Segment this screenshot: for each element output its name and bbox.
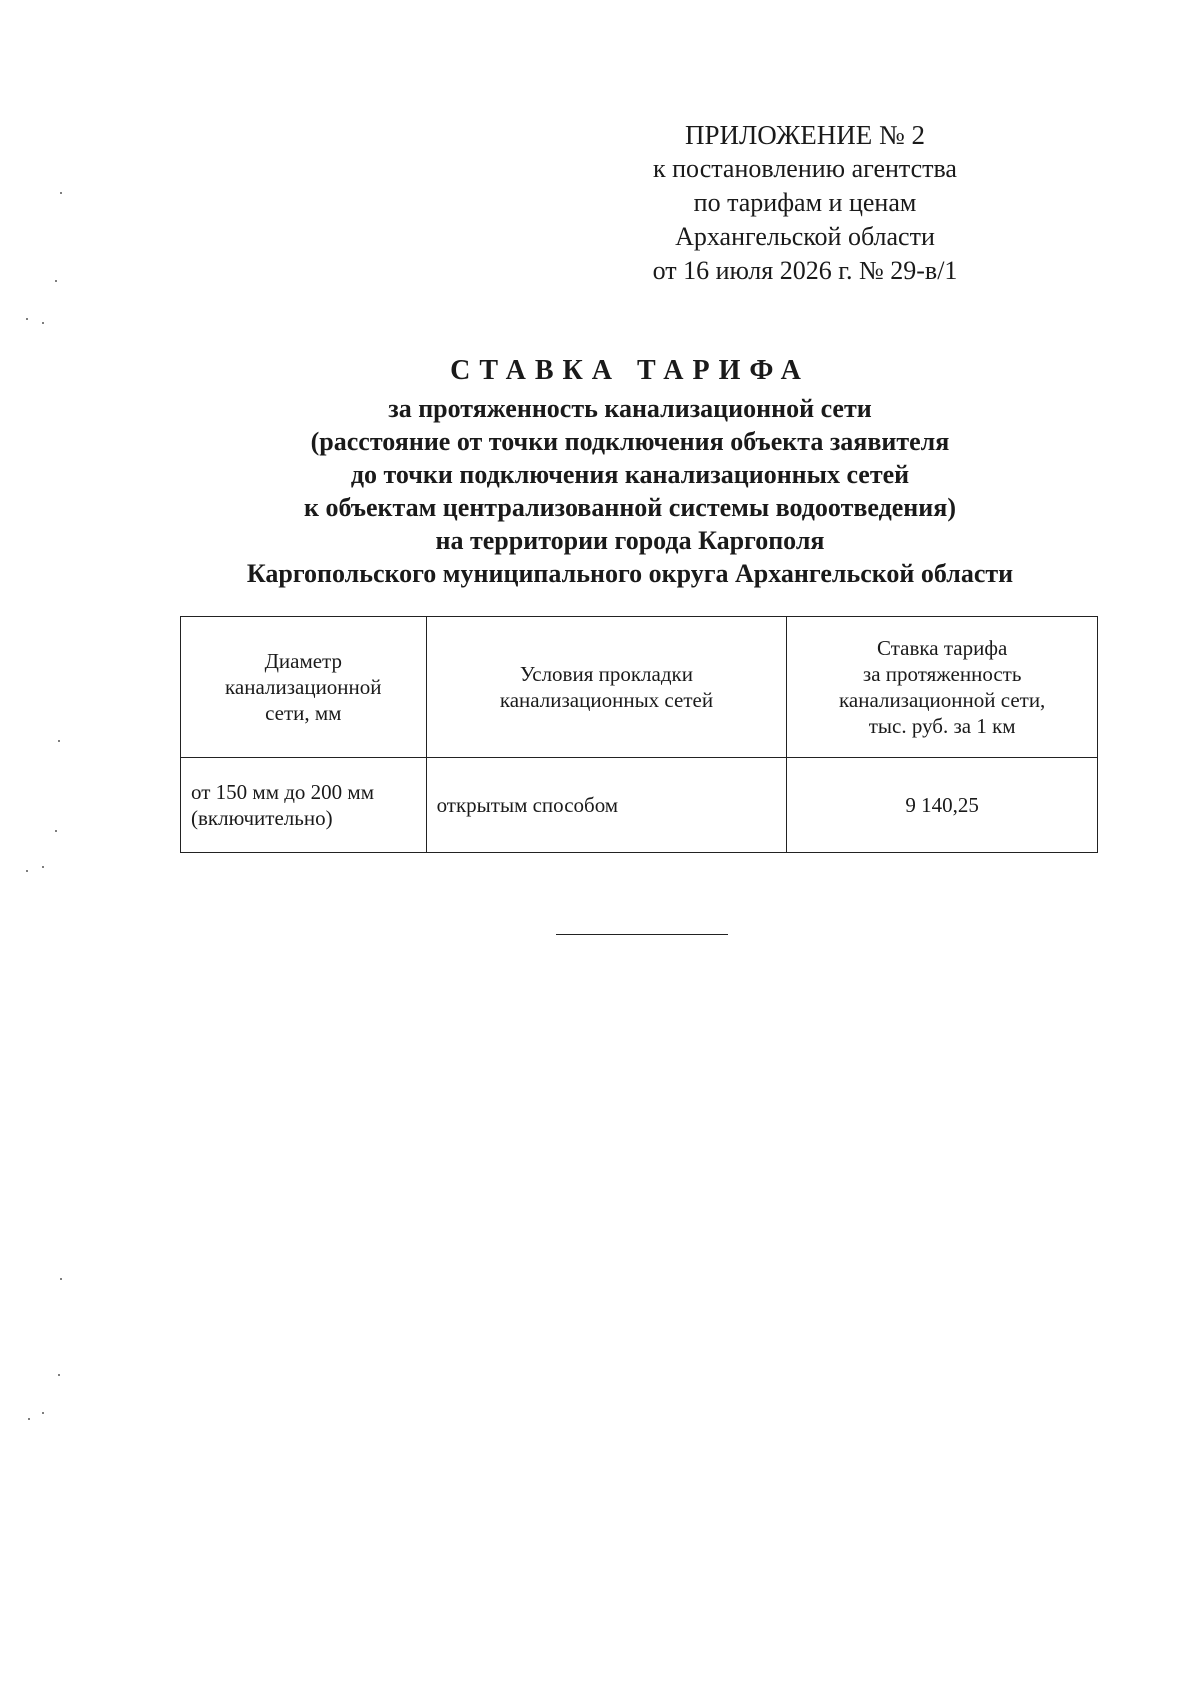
header-diameter-line-1: Диаметр [264,649,342,673]
cell-diameter-line-1: от 150 мм до 200 мм [191,780,374,804]
scan-speck [55,830,57,832]
cell-diameter-line-2: (включительно) [191,806,333,830]
scan-speck [42,322,44,324]
appendix-line-3: Архангельской области [675,222,935,251]
end-divider-line [556,934,728,935]
table-row [181,758,1098,853]
header-rate-line-4: тыс. руб. за 1 км [868,714,1016,738]
title-block [150,352,1110,590]
title-line-4: к объектам централизованной системы водоотведения) [304,493,956,522]
header-conditions-line-1: Условия прокладки [519,662,693,686]
scan-speck [42,866,44,868]
scan-speck [58,1374,60,1376]
header-conditions-line-2: канализационных сетей [499,688,714,712]
scan-speck [28,1418,30,1420]
header-rate-line-2: за протяженность [862,662,1022,686]
scan-speck [58,740,60,742]
appendix-line-1: к постановлению агентства [653,154,957,183]
header-conditions [426,617,787,758]
header-rate-line-3: канализационной сети, [839,688,1046,712]
cell-diameter [181,758,427,853]
header-rate-line-1: Ставка тарифа [877,636,1008,660]
title-line-2: (расстояние от точки подключения объекта заявителя [310,427,950,456]
scan-speck [26,318,28,320]
table-header-row [181,617,1098,758]
appendix-line-2: по тарифам и ценам [693,188,917,217]
appendix-line-4: от 16 июля 2026 г. № 29-в/1 [652,256,958,285]
scan-speck [60,192,62,194]
scan-speck [60,1278,62,1280]
title-line-6: Каргопольского муниципального округа Архангельской области [246,559,1014,588]
title-line-3: до точки подключения канализационных сетей [350,460,910,489]
header-diameter [181,617,427,758]
header-diameter-line-3: сети, мм [265,701,342,725]
tariff-table [180,616,1098,853]
scan-speck [42,1412,44,1414]
title-line-5: на территории города Каргополя [435,526,825,555]
appendix-block [640,118,970,288]
header-diameter-line-2: канализационной [225,675,382,699]
title-line-1: за протяженность канализационной сети [388,394,872,423]
cell-rate: 9 140,25 [787,758,1098,853]
scan-speck [55,280,57,282]
scan-speck [26,870,28,872]
appendix-heading: ПРИЛОЖЕНИЕ № 2 [684,120,926,150]
cell-conditions: открытым способом [426,758,787,853]
header-rate [787,617,1098,758]
document-title: СТАВКА ТАРИФА [450,355,810,386]
